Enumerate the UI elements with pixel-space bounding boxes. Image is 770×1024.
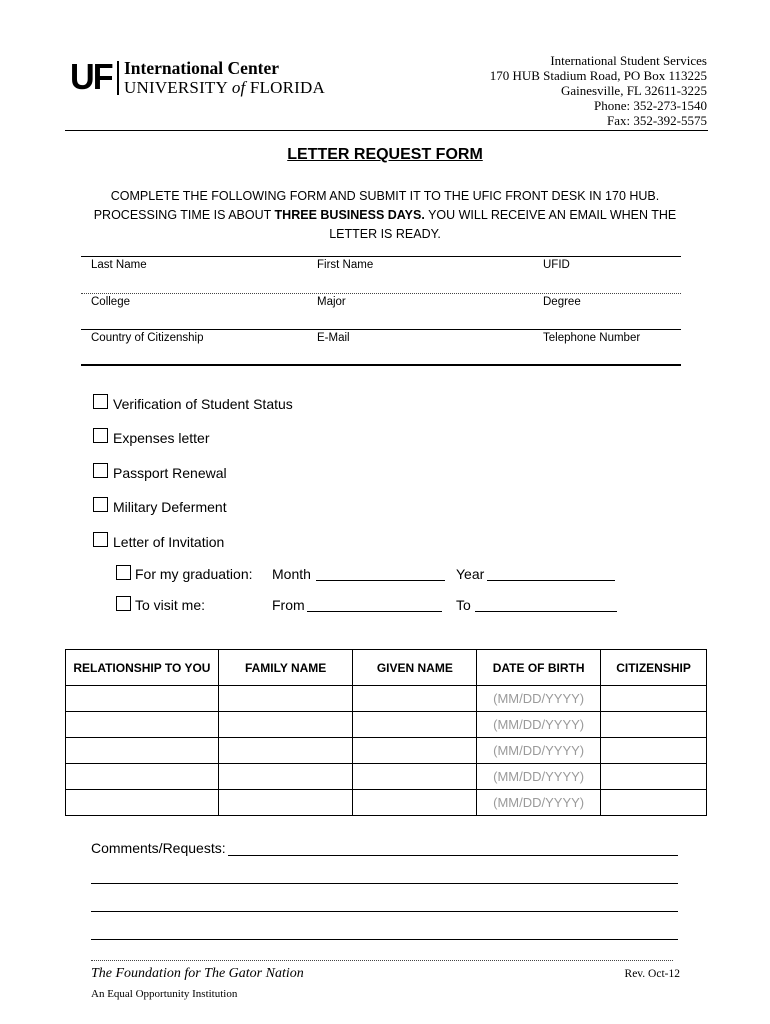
given-name-header: GIVEN NAME xyxy=(353,650,477,686)
ufid-label: UFID xyxy=(543,259,570,271)
date-of-birth-cell[interactable]: (MM/DD/YYYY) xyxy=(477,686,601,712)
relationship-cell[interactable] xyxy=(66,738,219,764)
table-row xyxy=(66,764,707,790)
given-name-cell[interactable] xyxy=(353,712,477,738)
date-of-birth-cell[interactable]: (MM/DD/YYYY) xyxy=(477,790,601,816)
family-name-cell[interactable] xyxy=(218,738,353,764)
logo-international-center: International Center xyxy=(124,58,280,78)
date-of-birth-cell[interactable]: (MM/DD/YYYY) xyxy=(477,764,601,790)
month-field[interactable] xyxy=(316,580,445,581)
given-name-cell[interactable] xyxy=(353,686,477,712)
major-label: Major xyxy=(317,296,346,308)
form-title: LETTER REQUEST FORM xyxy=(287,146,483,163)
verification-label: Verification of Student Status xyxy=(113,396,293,412)
expenses-checkbox[interactable] xyxy=(93,428,108,443)
graduation-checkbox[interactable] xyxy=(116,565,131,580)
comments-line[interactable] xyxy=(91,911,678,912)
table-row xyxy=(66,738,707,764)
relationship-header: RELATIONSHIP TO YOU xyxy=(66,650,219,686)
citizenship-cell[interactable] xyxy=(601,686,707,712)
invitation-checkbox[interactable] xyxy=(93,532,108,547)
comments-label: Comments/Requests: xyxy=(91,840,226,856)
header-divider xyxy=(65,130,708,131)
revision-date: Rev. Oct-12 xyxy=(624,968,680,980)
fields-row-divider xyxy=(81,293,681,294)
relationship-cell[interactable] xyxy=(66,764,219,790)
telephone-label: Telephone Number xyxy=(543,332,641,344)
address-line: Gainesville, FL 32611-3225 xyxy=(561,83,707,98)
country-label: Country of Citizenship xyxy=(91,332,204,344)
given-name-cell[interactable] xyxy=(353,764,477,790)
invitation-label: Letter of Invitation xyxy=(113,534,225,550)
logo-university-word: UNIVERSITY xyxy=(124,78,232,97)
table-header-row xyxy=(66,650,707,686)
family-name-cell[interactable] xyxy=(218,686,353,712)
comments-line[interactable] xyxy=(91,939,678,940)
relationship-cell[interactable] xyxy=(66,712,219,738)
verification-checkbox[interactable] xyxy=(93,394,108,409)
comments-line[interactable] xyxy=(228,855,678,856)
logo-of-word: of xyxy=(231,78,246,97)
given-name-cell[interactable] xyxy=(353,790,477,816)
passport-label: Passport Renewal xyxy=(113,465,227,481)
instructions-bold: THREE BUSINESS DAYS. xyxy=(274,208,425,222)
footer-divider xyxy=(91,960,673,961)
logo-divider xyxy=(117,61,119,95)
citizenship-cell[interactable] xyxy=(601,712,707,738)
date-of-birth-cell[interactable]: (MM/DD/YYYY) xyxy=(477,712,601,738)
visit-checkbox[interactable] xyxy=(116,596,131,611)
military-label: Military Deferment xyxy=(113,499,227,515)
family-name-header: FAMILY NAME xyxy=(218,650,353,686)
footer-equal-opportunity: An Equal Opportunity Institution xyxy=(91,988,238,1000)
from-label: From xyxy=(272,597,305,613)
table-row xyxy=(66,712,707,738)
address-line: International Student Services xyxy=(550,53,707,68)
fields-bottom-rule xyxy=(81,364,681,366)
instructions-text-2: YOU WILL RECEIVE AN EMAIL WHEN THE LETTER IS READY. xyxy=(329,208,677,241)
degree-label: Degree xyxy=(543,296,581,308)
logo-university-of-florida xyxy=(124,78,325,97)
family-name-cell[interactable] xyxy=(218,764,353,790)
comments-line[interactable] xyxy=(91,883,678,884)
office-address xyxy=(490,53,707,128)
to-field[interactable] xyxy=(475,611,617,612)
month-label: Month xyxy=(272,566,311,582)
year-field[interactable] xyxy=(487,580,615,581)
last-name-label: Last Name xyxy=(91,259,147,271)
relationship-cell[interactable] xyxy=(66,686,219,712)
college-label: College xyxy=(91,296,130,308)
date-of-birth-cell[interactable]: (MM/DD/YYYY) xyxy=(477,738,601,764)
date-of-birth-header: DATE OF BIRTH xyxy=(477,650,601,686)
citizenship-cell[interactable] xyxy=(601,764,707,790)
year-label: Year xyxy=(456,566,485,582)
graduation-label: For my graduation: xyxy=(135,566,253,582)
citizenship-cell[interactable] xyxy=(601,790,707,816)
instructions-text-1: COMPLETE THE FOLLOWING FORM AND SUBMIT IT TO THE UFIC FRONT DESK IN 170 HUB. PROCESSING TIME IS ABOUT xyxy=(93,189,660,222)
visit-label: To visit me: xyxy=(135,597,206,613)
email-label: E-Mail xyxy=(317,332,350,344)
fields-top-rule xyxy=(81,256,681,257)
address-phone: Phone: 352-273-1540 xyxy=(593,98,707,113)
military-checkbox[interactable] xyxy=(93,497,108,512)
first-name-label: First Name xyxy=(317,259,374,271)
form-instructions xyxy=(80,187,690,244)
family-name-cell[interactable] xyxy=(218,712,353,738)
to-label: To xyxy=(456,597,471,613)
citizenship-cell[interactable] xyxy=(601,738,707,764)
family-table xyxy=(65,649,707,816)
logo-florida-word: FLORIDA xyxy=(245,78,325,97)
passport-checkbox[interactable] xyxy=(93,463,108,478)
address-fax: Fax: 352-392-5575 xyxy=(606,113,707,128)
address-line: 170 HUB Stadium Road, PO Box 113225 xyxy=(489,68,707,83)
table-row xyxy=(66,790,707,816)
citizenship-header: CITIZENSHIP xyxy=(601,650,707,686)
fields-row-divider xyxy=(81,329,681,330)
relationship-cell[interactable] xyxy=(66,790,219,816)
from-field[interactable] xyxy=(307,611,442,612)
family-name-cell[interactable] xyxy=(218,790,353,816)
footer-motto: The Foundation for The Gator Nation xyxy=(91,966,304,981)
given-name-cell[interactable] xyxy=(353,738,477,764)
uf-logo-mark: UF xyxy=(70,56,112,97)
expenses-label: Expenses letter xyxy=(113,430,210,446)
table-row xyxy=(66,686,707,712)
